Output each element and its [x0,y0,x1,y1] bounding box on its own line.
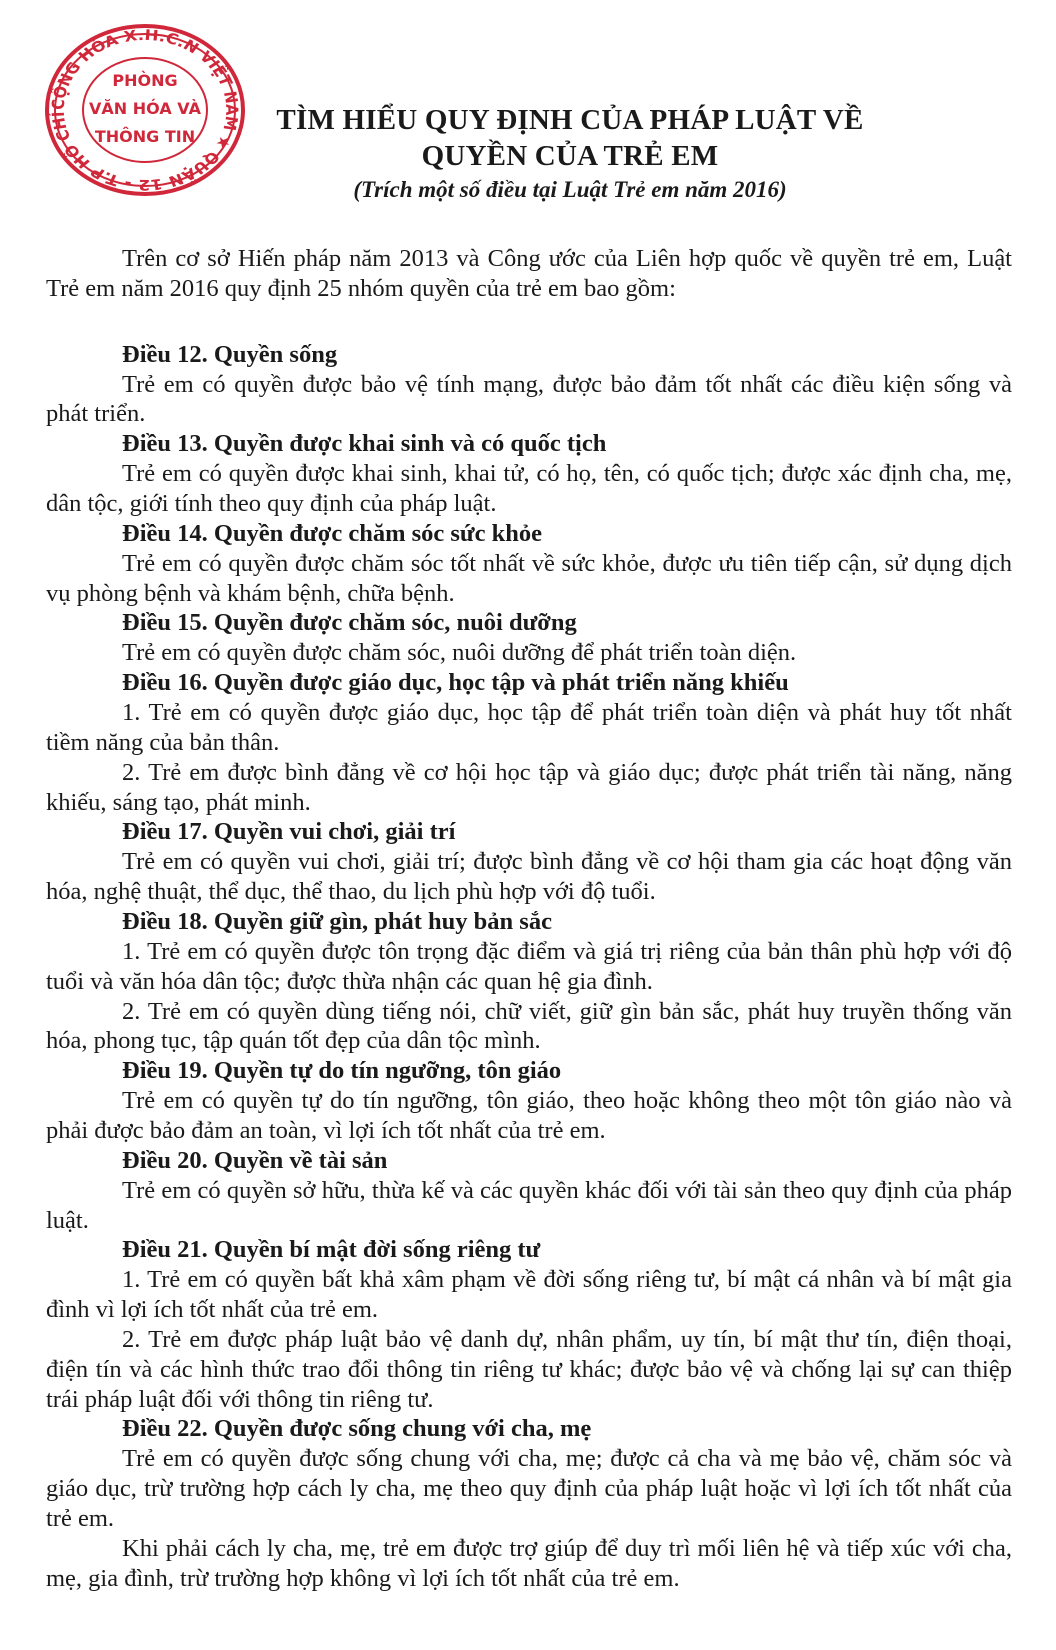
article-title: Điều 12. Quyền sống [122,340,338,368]
article-paragraph: 1. Trẻ em có quyền được giáo dục, học tập để phát triển toàn diện và phát huy tốt nhất tiềm năng của bản thân. [46,699,1012,756]
article-title: Điều 19. Quyền tự do tín ngưỡng, tôn giáo [122,1057,562,1085]
article-paragraph: 2. Trẻ em được bình đẳng về cơ hội học tập và giáo dục; được phát triển tài năng, năng khiếu, sáng tạo, phát minh. [46,758,1012,816]
article-title: Điều 20. Quyền về tài sản [122,1146,388,1174]
article-title: Điều 14. Quyền được chăm sóc sức khỏe [122,519,543,547]
article [46,668,1012,817]
official-stamp [40,22,250,198]
article-paragraph: 2. Trẻ em có quyền dùng tiếng nói, chữ viết, giữ gìn bản sắc, phát huy truyền thống văn hóa, phong tục, tập quán tốt đẹp của dân tộc mình. [46,997,1012,1055]
article-title: Điều 13. Quyền được khai sinh và có quốc tịch [122,430,607,458]
article-paragraph: 1. Trẻ em có quyền bất khả xâm phạm về đời sống riêng tư, bí mật cá nhân và bí mật gia đình vì lợi ích tốt nhất của trẻ em. [46,1266,1012,1324]
article-paragraph: 1. Trẻ em có quyền được tôn trọng đặc điểm và giá trị riêng của bản thân phù hợp với độ tuổi và văn hóa dân tộc; được thừa nhận các quan hệ gia đình. [46,937,1012,995]
article-paragraph: Trẻ em có quyền được khai sinh, khai tử, có họ, tên, có quốc tịch; được xác định cha, mẹ, dân tộc, giới tính theo quy định của pháp luật. [46,460,1012,517]
article-paragraph: Trẻ em có quyền được chăm sóc tốt nhất về sức khỏe, được ưu tiên tiếp cận, sử dụng dịch vụ phòng bệnh và khám bệnh, chữa bệnh. [46,549,1012,607]
article-paragraph: Trẻ em có quyền vui chơi, giải trí; được bình đẳng về cơ hội tham gia các hoạt động văn hóa, nghệ thuật, thể dục, thể thao, du lịch phù hợp với độ tuổi. [46,848,1012,906]
article [46,519,1012,609]
article-paragraph: Trẻ em có quyền sở hữu, thừa kế và các quyền khác đối với tài sản theo quy định của pháp luật. [46,1176,1012,1234]
article [46,907,1012,1056]
article [46,1235,1012,1414]
article-title: Điều 18. Quyền giữ gìn, phát huy bản sắc [122,907,552,935]
article-paragraph: Trẻ em có quyền được sống chung với cha, mẹ; được cả cha và mẹ bảo vệ, chăm sóc và giáo dục, trừ trường hợp cách ly cha, mẹ theo quy định của pháp luật hoặc vì lợi ích tốt nhất của trẻ em. [46,1445,1012,1532]
article [46,817,1012,907]
stamp-center-line-2: VĂN HÓA VÀ [89,99,201,118]
article-paragraph: 2. Trẻ em được pháp luật bảo vệ danh dự, nhân phẩm, uy tín, bí mật thư tín, điện thoại, điện tín và các hình thức trao đổi thông tin riêng tư khác; được bảo vệ và chống lại sự can thiệp trái pháp luật đối với thông tin riêng tư. [46,1325,1012,1413]
document-header [250,102,890,206]
article [46,1414,1012,1593]
document-subtitle: (Trích một số điều tại Luật Trẻ em năm 2016) [353,177,787,202]
intro-paragraph: Trên cơ sở Hiến pháp năm 2013 và Công ước của Liên hợp quốc về quyền trẻ em, Luật Trẻ em năm 2016 quy định 25 nhóm quyền của trẻ em bao gồm: [46,245,1012,302]
article-paragraph: Khi phải cách ly cha, mẹ, trẻ em được trợ giúp để duy trì mối liên hệ và tiếp xúc với cha, mẹ, gia đình, trừ trường hợp không vì lợi ích tốt nhất của trẻ em. [46,1534,1012,1592]
stamp-ring-text: CỘNG HÒA X.H.C.N VIỆT NAM ★ QUẬN 12 - T.P HỒ CHÍ [47,25,243,194]
stamp-center-line-3: THÔNG TIN [94,127,196,146]
article [46,429,1012,519]
stamp-center-line-1: PHÒNG [112,71,178,90]
article-paragraph: Trẻ em có quyền được bảo vệ tính mạng, được bảo đảm tốt nhất các điều kiện sống và phát triển. [46,370,1012,428]
article-paragraph: Trẻ em có quyền được chăm sóc, nuôi dưỡng để phát triển toàn diện. [122,639,797,667]
articles-list [46,340,1012,1594]
document-body [46,244,1012,1593]
document-title-line-2: QUYỀN CỦA TRẺ EM [421,140,719,172]
article-title: Điều 16. Quyền được giáo dục, học tập và phát triển năng khiếu [122,669,789,697]
article-paragraph: Trẻ em có quyền tự do tín ngưỡng, tôn giáo, theo hoặc không theo một tôn giáo nào và phải được bảo đảm an toàn, vì lợi ích tốt nhất của trẻ em. [46,1087,1012,1144]
article [46,1056,1012,1146]
article-title: Điều 21. Quyền bí mật đời sống riêng tư [122,1236,541,1264]
article [46,608,1012,668]
article-title: Điều 22. Quyền được sống chung với cha, mẹ [122,1415,592,1443]
document-title-line-1: TÌM HIỂU QUY ĐỊNH CỦA PHÁP LUẬT VỀ [276,104,864,136]
article [46,340,1012,430]
article-title: Điều 17. Quyền vui chơi, giải trí [122,818,456,846]
article-title: Điều 15. Quyền được chăm sóc, nuôi dưỡng [122,609,577,637]
article [46,1146,1012,1236]
